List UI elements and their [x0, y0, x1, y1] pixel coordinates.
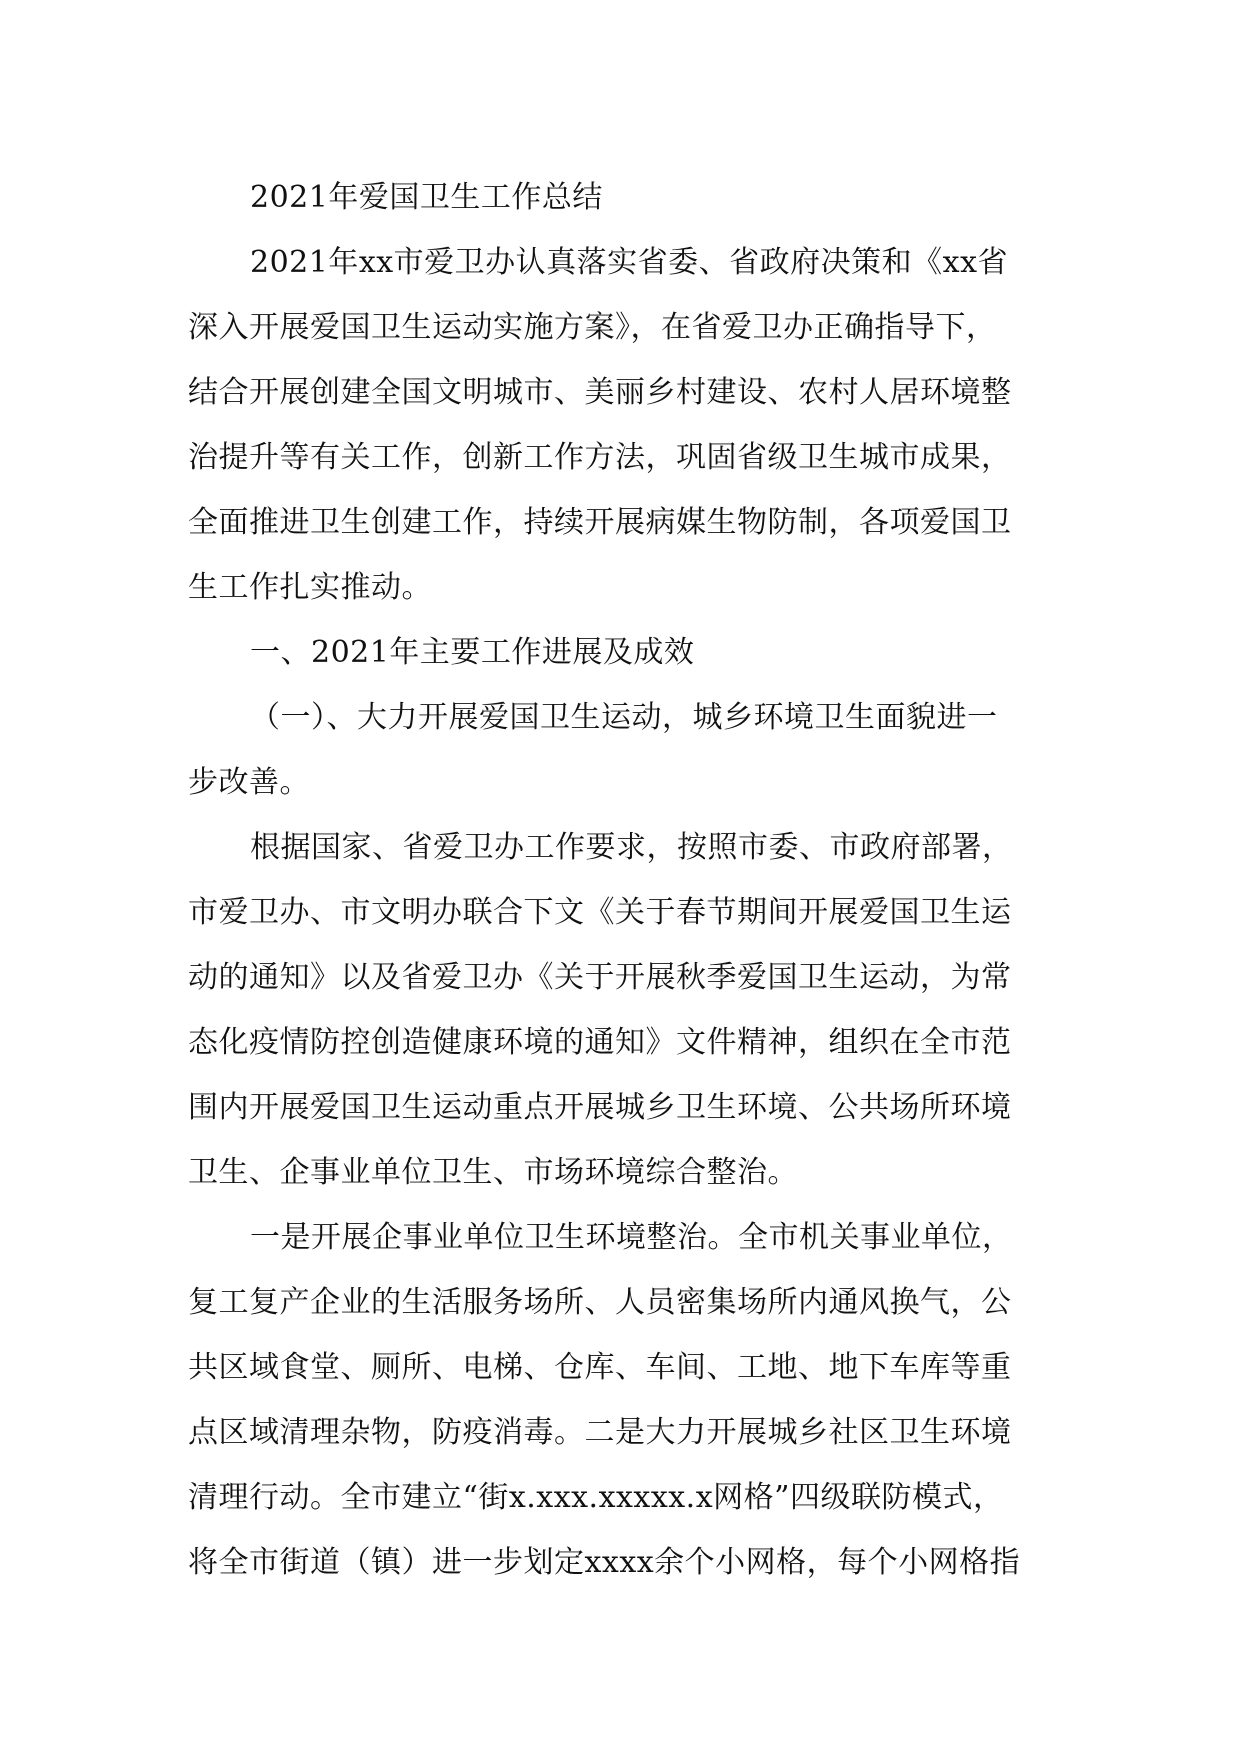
text-line: 生工作扎实推动。	[188, 570, 432, 605]
text-line: 步改善。	[188, 765, 310, 800]
text-line: 共区域食堂、厕所、电梯、仓库、车间、工地、地下车库等重	[188, 1350, 1012, 1385]
text-line: 结合开展创建全国文明城市、美丽乡村建设、农村人居环境整	[188, 375, 1012, 410]
text-line: 卫生、企事业单位卫生、市场环境综合整治。	[188, 1155, 798, 1190]
text-line: 根据国家、省爱卫办工作要求，按照市委、市政府部署，	[250, 830, 1013, 865]
section-heading: 一、2021年主要工作进展及成效	[250, 635, 695, 670]
text-line: 将全市街道（镇）进一步划定xxxx余个小网格，每个小网格指	[188, 1545, 1021, 1580]
document-body	[188, 168, 1058, 1598]
document-title: 2021年爱国卫生工作总结	[250, 180, 603, 215]
text-line: 点区域清理杂物，防疫消毒。二是大力开展城乡社区卫生环境	[188, 1415, 1012, 1450]
text-line: 全面推进卫生创建工作，持续开展病媒生物防制，各项爱国卫	[188, 505, 1012, 540]
text-line: 清理行动。全市建立“街x.xxx.xxxxx.x网格”四级联防模式，	[188, 1480, 1004, 1515]
text-line: 2021年xx市爱卫办认真落实省委、省政府决策和《xx省	[250, 245, 1009, 280]
text-line: 态化疫情防控创造健康环境的通知》文件精神，组织在全市范	[188, 1025, 1012, 1060]
text-line: 深入开展爱国卫生运动实施方案》，在省爱卫办正确指导下，	[188, 310, 997, 345]
subsection-heading: （一）、大力开展爱国卫生运动，城乡环境卫生面貌进一	[250, 700, 998, 735]
text-line: 围内开展爱国卫生运动重点开展城乡卫生环境、公共场所环境	[188, 1090, 1012, 1125]
text-line: 一是开展企事业单位卫生环境整治。全市机关事业单位，	[250, 1220, 1013, 1255]
text-line: 复工复产企业的生活服务场所、人员密集场所内通风换气，公	[188, 1285, 1012, 1320]
text-line: 治提升等有关工作，创新工作方法，巩固省级卫生城市成果，	[188, 440, 1012, 475]
text-line: 动的通知》以及省爱卫办《关于开展秋季爱国卫生运动，为常	[188, 960, 1012, 995]
text-line: 市爱卫办、市文明办联合下文《关于春节期间开展爱国卫生运	[188, 895, 1012, 930]
